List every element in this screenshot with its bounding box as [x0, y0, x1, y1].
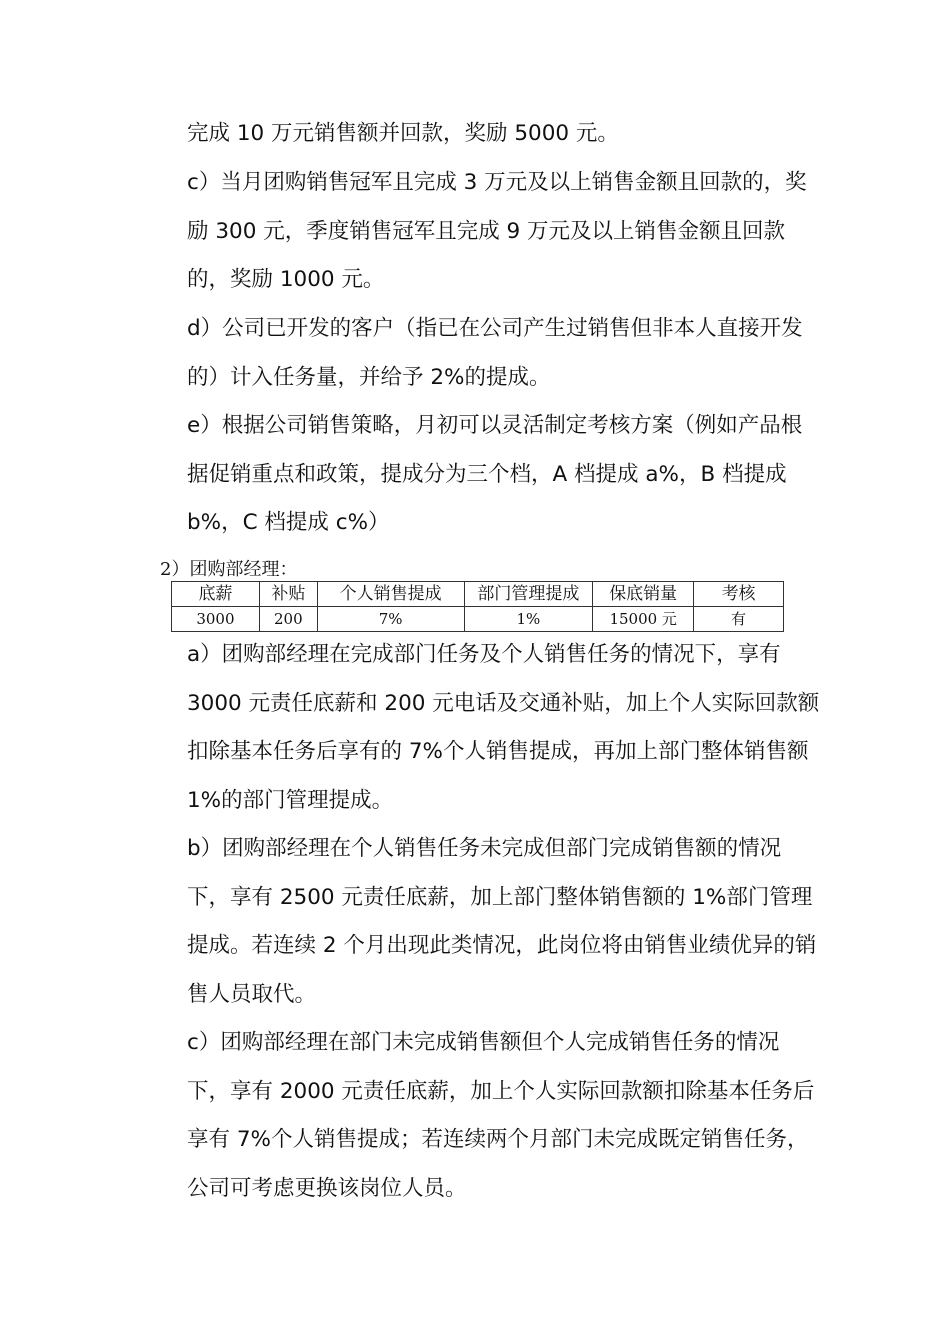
table-cell-assessment: 有 — [694, 607, 784, 632]
salary-table — [171, 581, 784, 632]
paragraph-d-existing-customers: d）公司已开发的客户（指已在公司产生过销售但非本人直接开发的）计入任务量，并给予 2%的提成。 — [187, 316, 803, 390]
paragraph-award-5000: 完成 10 万元销售额并回款，奖励 5000 元。 — [187, 121, 619, 146]
table-header-cell: 考核 — [694, 582, 784, 607]
table-cell-personal-commission: 7% — [317, 607, 464, 632]
table-row — [172, 607, 784, 632]
paragraph-b-personal-incomplete: b）团购部经理在个人销售任务未完成但部门完成销售额的情况下，享有 2500 元责任底薪，加上部门整体销售额的 1%部门管理提成。若连续 2 个月出现此类情况，此岗位将由销售业绩优异的销售人员取代。 — [187, 836, 817, 1007]
table-cell-minimum-sales: 15000 元 — [593, 607, 694, 632]
table-header-cell: 部门管理提成 — [464, 582, 593, 607]
table-cell-subsidy: 200 — [259, 607, 317, 632]
table-header-cell: 底薪 — [172, 582, 260, 607]
table-header-cell: 保底销量 — [593, 582, 694, 607]
table-header-cell: 补贴 — [259, 582, 317, 607]
paragraph-a-full-completion: a）团购部经理在完成部门任务及个人销售任务的情况下，享有 3000 元责任底薪和 200 元电话及交通补贴，加上个人实际回款额扣除基本任务后享有的 7%个人销售提成，再加上部门整体销售额 1%的部门管理提成。 — [187, 642, 820, 813]
section-title-group-manager: 2）团购部经理： — [160, 559, 298, 580]
paragraph-c-monthly-champion: c）当月团购销售冠军且完成 3 万元及以上销售金额且回款的，奖励 300 元，季度销售冠军且完成 9 万元及以上销售金额且回款的，奖励 1000 元。 — [187, 170, 807, 292]
paragraph-e-flexible-plan: e）根据公司销售策略，月初可以灵活制定考核方案（例如产品根据促销重点和政策，提成分为三个档，A 档提成 a%，B 档提成 b%，C 档提成 c%） — [187, 413, 803, 535]
paragraph-c-department-incomplete: c）团购部经理在部门未完成销售额但个人完成销售任务的情况下，享有 2000 元责任底薪，加上个人实际回款额扣除基本任务后享有 7%个人销售提成；若连续两个月部门未完成既定销售任务，公司可考虑更换该岗位人员。 — [187, 1030, 815, 1201]
table-cell-management-commission: 1% — [464, 607, 593, 632]
table-cell-base-salary: 3000 — [172, 607, 260, 632]
table-header-row — [172, 582, 784, 607]
table-header-cell: 个人销售提成 — [317, 582, 464, 607]
